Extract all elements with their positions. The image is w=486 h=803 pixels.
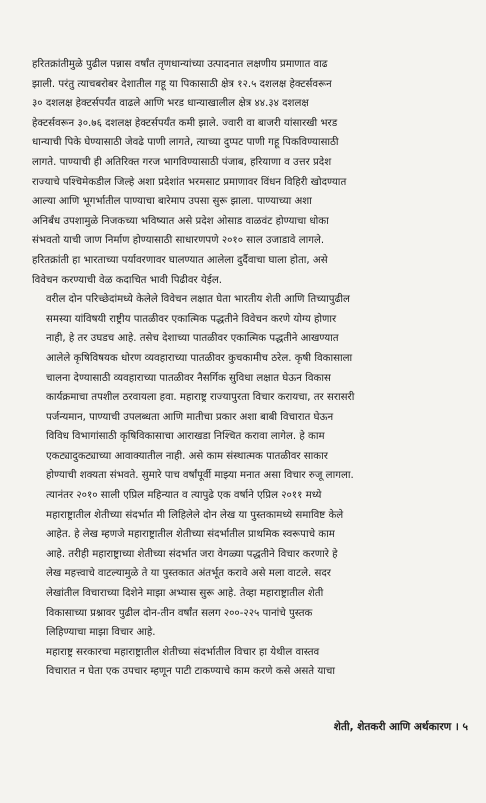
text-line: हरितक्रांतीमुळे पुढील पन्नास वर्षांत तृणधान्यांच्या उत्पादनात लक्षणीय प्रमाणात वाढ bbox=[32, 59, 328, 70]
running-footer: शेती, शेतकरी आणि अर्थकारण । ५ bbox=[333, 721, 468, 733]
text-line: महाराष्ट्रातील शेतीच्या संदर्भात मी लिहिलेले दोन लेख या पुस्तकामध्ये समाविष्ट केले bbox=[46, 509, 344, 521]
text-line: आहेत. हे लेख म्हणजे महाराष्ट्रातील शेतीच्या संदर्भातील प्राथमिक स्वरूपाचे काम bbox=[46, 529, 335, 541]
paragraph bbox=[32, 290, 462, 643]
text-line: झाली. परंतु त्याचबरोबर देशातील गहू या पिकासाठी क्षेत्र १२.५ दशलक्ष हेक्टर्सवरून bbox=[32, 78, 332, 90]
body-text bbox=[32, 55, 462, 682]
text-line: लेख महत्त्वाचे वाटल्यामुळे ते या पुस्तकात अंतर्भूत करावे असे मला वाटले. सदर bbox=[46, 568, 331, 580]
text-line: लिहिण्याचा माझा विचार आहे. bbox=[46, 627, 156, 639]
text-line: हेक्टर्सवरून ३०.७६ दशलक्ष हेक्टर्सपर्यंत कमी झाले. ज्वारी वा बाजरी यांसारखी भरड bbox=[32, 117, 338, 129]
text-line: विवेचन करण्याची वेळ कदाचित भावी पिढीवर येईल. bbox=[32, 274, 222, 286]
text-line: वरील दोन परिच्छेदांमध्ये केलेले विवेचन लक्षात घेता भारतीय शेती आणि तिच्यापुढील bbox=[46, 294, 350, 306]
text-line: लागते. पाण्याची ही अतिरिक्त गरज भागविण्यासाठी पंजाब, हरियाणा व उत्तर प्रदेश bbox=[32, 156, 332, 168]
text-line: होण्याची शक्यता संभवते. सुमारे पाच वर्षांपूर्वी माझ्या मनात असा विचार रुजू लागला. bbox=[46, 470, 354, 482]
text-line: पर्जन्यमान, पाण्याची उपलब्धता आणि मातीचा प्रकार अशा बाबी विचारात घेऊन bbox=[46, 411, 334, 423]
text-line: धान्याची पिके घेण्यासाठी जेवढे पाणी लागते, त्याच्या दुप्पट पाणी गहू पिकविण्यासाठी bbox=[32, 137, 339, 149]
text-line: अनिर्बंध उपशामुळे निजकच्या भविष्यात असे प्रदेश ओसाड वाळवंट होण्याचा धोका bbox=[32, 215, 329, 227]
text-line: राज्याचे पश्चिमेकडील जिल्हे अशा प्रदेशांत भरमसाट प्रमाणावर विंधन विहिरी खोदण्यात bbox=[32, 176, 347, 188]
paragraph bbox=[32, 643, 462, 682]
text-line: समस्या यांविषयी राष्ट्रीय पातळीवर एकात्मिक पद्धतीने विवेचन करणे योग्य होणार bbox=[46, 313, 337, 325]
paragraph bbox=[32, 55, 462, 290]
text-line: चालना देण्यासाठी व्यवहाराच्या पातळीवर नैसर्गिक सुविधा लक्षात घेऊन विकास bbox=[46, 372, 331, 384]
text-line: विविध विभागांसाठी कृषिविकासाचा आराखडा निश्चित करावा लागेल. हे काम bbox=[46, 431, 325, 443]
text-line: ३० दशलक्ष हेक्टर्सपर्यंत वाढले आणि भरड धान्याखालील क्षेत्र ४४.३४ दशलक्ष bbox=[32, 98, 309, 110]
text-line: हरितक्रांती हा भारताच्या पर्यावरणावर घालण्यात आलेला दुर्दैवाचा घाला होता, असे bbox=[32, 254, 328, 266]
text-line: आहे. तरीही महाराष्ट्राच्या शेतीच्या संदर्भात जरा वेगळ्या पद्धतीने विचार करणारे हे bbox=[46, 548, 338, 560]
text-line: नाही, हे तर उघडच आहे. तसेच देशाच्या पातळीवर एकात्मिक पद्धतीने आखण्यात bbox=[46, 333, 339, 345]
text-line: कार्यक्रमाचा तपशील ठरवायला हवा. महाराष्ट्र राज्यापुरता विचार करायचा, तर सरासरी bbox=[46, 392, 355, 404]
text-line: विचारात न घेता एक उपचार म्हणून पाटी टाकण्याचे काम करणे कसे असते याचा bbox=[46, 666, 336, 678]
text-line: एकट्यादुकट्याच्या आवाक्यातील नाही. असे काम संस्थात्मक पातळीवर साकार bbox=[46, 450, 328, 462]
text-line: विकासाच्या प्रश्नावर पुढील दोन-तीन वर्षांत सलग २००-२२५ पानांचे पुस्तक bbox=[46, 607, 313, 619]
text-line: आल्या आणि भूगर्भातील पाण्याचा बारेमाप उपसा सुरू झाला. पाण्याच्या अशा bbox=[32, 196, 312, 208]
text-line: लेखांतील विचाराच्या दिशेने माझा अभ्यास सुरू आहे. तेव्हा महाराष्ट्रातील शेती bbox=[46, 588, 324, 600]
text-line: त्यानंतर २०१० साली एप्रिल महिन्यात व त्यापुढे एक वर्षाने एप्रिल २०११ मध्ये bbox=[46, 490, 322, 502]
text-line: महाराष्ट्र सरकारचा महाराष्ट्रातील शेतीच्या संदर्भातील विचार हा येथील वास्तव bbox=[46, 646, 320, 658]
text-line: संभवतो याची जाण निर्माण होण्यासाठी साधारणपणे २०१० साल उजाडावे लागले. bbox=[32, 235, 325, 247]
text-line: आलेले कृषिविषयक धोरण व्यवहाराच्या पातळीवर कुचकामीच ठरेल. कृषी विकासाला bbox=[46, 352, 353, 364]
